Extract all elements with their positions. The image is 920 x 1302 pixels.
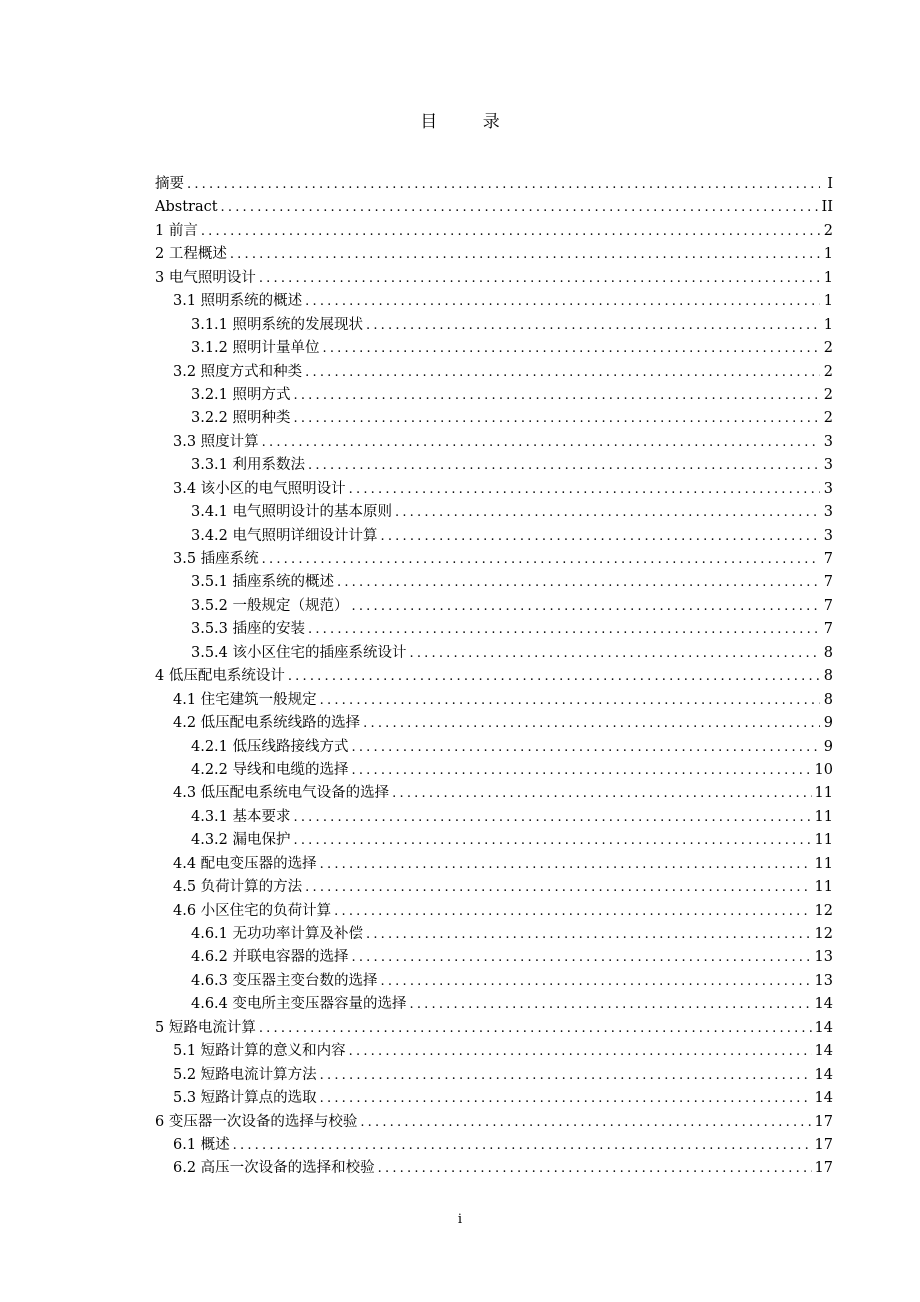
toc-entry[interactable] [155, 501, 833, 524]
toc-entry-label: 6 变压器一次设备的选择与校验 [155, 1113, 358, 1130]
toc-entry-page: 1 [823, 269, 833, 286]
toc-entry[interactable] [155, 571, 833, 594]
toc-entry[interactable] [155, 267, 833, 290]
toc-dot-leader [230, 243, 820, 266]
toc-entry-label: 3.1 照明系统的概述 [173, 293, 303, 310]
toc-entry[interactable] [155, 665, 833, 688]
toc-entry[interactable] [155, 478, 833, 501]
toc-entry[interactable] [155, 384, 833, 407]
toc-dot-leader [334, 900, 811, 923]
toc-entry-page: 3 [823, 504, 833, 521]
toc-entry-page: 1 [823, 246, 833, 263]
toc-entry-label: 4 低压配电系统设计 [155, 668, 285, 685]
toc-dot-leader [308, 454, 820, 477]
toc-entry-label: 4.2 低压配电系统线路的选择 [173, 715, 361, 732]
toc-entry-label: 4.2.1 低压线路接线方式 [191, 738, 349, 755]
toc-dot-leader [349, 1040, 812, 1063]
toc-dot-leader [320, 1064, 812, 1087]
toc-dot-leader [395, 501, 820, 524]
toc-entry-page: 2 [823, 340, 833, 357]
toc-entry[interactable] [155, 642, 833, 665]
toc-entry-label: 5 短路电流计算 [155, 1019, 256, 1036]
toc-entry-page: 8 [823, 644, 833, 661]
toc-entry[interactable] [155, 759, 833, 782]
toc-entry-label: 4.3.1 基本要求 [191, 808, 291, 825]
toc-entry[interactable] [155, 829, 833, 852]
toc-entry-page: 7 [823, 621, 833, 638]
toc-entry-label: 3.3 照度计算 [173, 433, 259, 450]
toc-dot-leader [294, 407, 820, 430]
toc-dot-leader [352, 736, 820, 759]
toc-entry[interactable] [155, 595, 833, 618]
page-title: 目 录 [420, 112, 520, 132]
toc-dot-leader [410, 993, 812, 1016]
toc-entry-label: 2 工程概述 [155, 246, 227, 263]
toc-entry-label: 3.2.1 照明方式 [191, 386, 291, 403]
toc-entry-label: 4.4 配电变压器的选择 [173, 855, 317, 872]
toc-entry-page: 13 [814, 972, 833, 989]
toc-entry[interactable] [155, 196, 833, 219]
toc-entry[interactable] [155, 243, 833, 266]
toc-entry-label: 3.3.1 利用系数法 [191, 457, 306, 474]
toc-entry-page: I [827, 176, 833, 192]
toc-dot-leader [366, 923, 812, 946]
toc-entry[interactable] [155, 993, 833, 1016]
toc-entry-page: 7 [823, 574, 833, 591]
toc-entry-label: 3.5.4 该小区住宅的插座系统设计 [191, 644, 407, 661]
toc-entry[interactable] [155, 407, 833, 430]
toc-dot-leader [259, 1017, 812, 1040]
toc-entry-label: 3.4 该小区的电气照明设计 [173, 480, 346, 497]
toc-entry[interactable] [155, 806, 833, 829]
toc-entry-page: 8 [823, 668, 833, 685]
toc-dot-leader [305, 361, 820, 384]
toc-entry[interactable] [155, 361, 833, 384]
toc-entry[interactable] [155, 876, 833, 899]
toc-entry[interactable] [155, 712, 833, 735]
toc-entry-page: 11 [814, 808, 833, 825]
toc-entry-label: 3.2.2 照明种类 [191, 410, 291, 427]
toc-dot-leader [305, 876, 811, 899]
toc-entry[interactable] [155, 314, 833, 337]
toc-entry-label: 3.4.1 电气照明设计的基本原则 [191, 504, 393, 521]
toc-dot-leader [378, 1157, 812, 1180]
toc-dot-leader [381, 970, 812, 993]
toc-entry-page: 9 [823, 715, 833, 732]
toc-entry-page: 2 [823, 363, 833, 380]
toc-entry[interactable] [155, 1040, 833, 1063]
toc-entry-label: 4.5 负荷计算的方法 [173, 879, 303, 896]
toc-entry[interactable] [155, 454, 833, 477]
toc-entry[interactable] [155, 431, 833, 454]
toc-dot-leader [259, 267, 820, 290]
toc-entry[interactable] [155, 290, 833, 313]
page-number-footer: i [457, 1212, 463, 1227]
toc-entry[interactable] [155, 337, 833, 360]
toc-entry-label: 4.3 低压配电系统电气设备的选择 [173, 785, 390, 802]
toc-entry-label: 摘要 [155, 176, 184, 192]
toc-entry-page: 12 [814, 926, 833, 942]
toc-entry-page: 9 [823, 738, 833, 755]
toc-entry-page: 14 [814, 1019, 833, 1036]
toc-entry-page: 14 [814, 996, 833, 1013]
toc-dot-leader [352, 759, 812, 782]
toc-dot-leader [305, 290, 820, 313]
toc-entry[interactable] [155, 946, 833, 969]
toc-entry-label: 3.5.1 插座系统的概述 [191, 574, 335, 591]
toc-entry[interactable] [155, 853, 833, 876]
toc-entry[interactable] [155, 1157, 833, 1180]
toc-entry-page: 7 [823, 551, 833, 567]
toc-dot-leader [360, 1111, 811, 1134]
toc-entry[interactable] [155, 1087, 833, 1110]
toc-dot-leader [262, 548, 820, 571]
toc-entry-label: 3 电气照明设计 [155, 269, 256, 286]
toc-entry-page: 2 [823, 410, 833, 427]
toc-entry-page: 12 [814, 902, 833, 919]
toc-entry[interactable] [155, 1064, 833, 1087]
toc-entry[interactable] [155, 689, 833, 712]
toc-dot-leader [294, 829, 812, 852]
toc-entry-label: 4.2.2 导线和电缆的选择 [191, 761, 349, 778]
toc-entry-label: 6.1 概述 [173, 1136, 230, 1153]
toc-entry[interactable] [155, 618, 833, 641]
toc-dot-leader [352, 595, 820, 618]
toc-entry-page: 14 [814, 1043, 833, 1060]
toc-dot-leader [349, 478, 820, 501]
toc-dot-leader [363, 712, 820, 735]
toc-entry-page: 2 [823, 222, 833, 239]
toc-entry-label: 3.1.1 照明系统的发展现状 [191, 316, 364, 333]
toc-entry-label: 4.3.2 漏电保护 [191, 832, 291, 849]
toc-entry-label: 1 前言 [155, 222, 198, 239]
toc-entry[interactable] [155, 1134, 833, 1157]
toc-dot-leader [294, 384, 820, 407]
toc-entry-page: 11 [814, 832, 833, 849]
toc-entry-label: 5.2 短路电流计算方法 [173, 1066, 317, 1083]
toc-entry[interactable] [155, 923, 833, 946]
toc-dot-leader [320, 853, 812, 876]
toc-entry-page: 17 [814, 1136, 833, 1153]
toc-entry-label: 3.5 插座系统 [173, 551, 259, 567]
toc-entry[interactable] [155, 970, 833, 993]
toc-entry-label: 3.4.2 电气照明详细设计计算 [191, 527, 378, 544]
toc-entry[interactable] [155, 220, 833, 243]
toc-entry-label: 3.5.3 插座的安装 [191, 621, 306, 638]
toc-entry-label: 3.5.2 一般规定（规范） [191, 597, 349, 614]
toc-dot-leader [187, 173, 820, 196]
toc-entry-page: 3 [823, 457, 833, 474]
toc-entry-page: 2 [823, 386, 833, 403]
toc-dot-leader [352, 946, 812, 969]
toc-entry-page: 10 [814, 761, 833, 778]
toc-entry-label: 4.1 住宅建筑一般规定 [173, 691, 317, 708]
toc-entry-label: 4.6.4 变电所主变压器容量的选择 [191, 996, 407, 1013]
toc-entry-page: 8 [823, 691, 833, 708]
toc-entry-label: 4.6 小区住宅的负荷计算 [173, 902, 332, 919]
toc-entry-page: 11 [814, 855, 833, 872]
toc-dot-leader [410, 642, 820, 665]
toc-entry-label: 4.6.2 并联电容器的选择 [191, 949, 349, 966]
toc-dot-leader [221, 196, 819, 219]
toc-dot-leader [308, 618, 820, 641]
toc-entry[interactable] [155, 736, 833, 759]
toc-entry[interactable] [155, 173, 833, 196]
toc-entry[interactable] [155, 900, 833, 923]
toc-entry-page: 17 [814, 1113, 833, 1130]
toc-entry-page: 3 [823, 480, 833, 497]
table-of-contents [155, 173, 833, 1181]
toc-entry-label: 3.1.2 照明计量单位 [191, 340, 320, 357]
toc-entry-page: 1 [823, 293, 833, 310]
toc-dot-leader [320, 1087, 812, 1110]
toc-entry-page: 11 [814, 879, 833, 896]
toc-entry-page: 13 [814, 949, 833, 966]
toc-entry[interactable] [155, 525, 833, 548]
toc-entry-label: 4.6.1 无功功率计算及补偿 [191, 926, 364, 942]
toc-dot-leader [288, 665, 820, 688]
toc-dot-leader [320, 689, 820, 712]
toc-dot-leader [381, 525, 820, 548]
toc-dot-leader [337, 571, 820, 594]
toc-entry-page: 7 [823, 597, 833, 614]
toc-entry[interactable] [155, 1017, 833, 1040]
toc-entry-page: 3 [823, 527, 833, 544]
toc-entry-label: 4.6.3 变压器主变台数的选择 [191, 972, 378, 989]
toc-entry[interactable] [155, 782, 833, 805]
toc-entry[interactable] [155, 548, 833, 571]
toc-entry-page: II [821, 199, 833, 216]
toc-dot-leader [233, 1134, 812, 1157]
toc-entry-page: 11 [814, 785, 833, 802]
toc-entry-label: 5.1 短路计算的意义和内容 [173, 1043, 346, 1060]
toc-dot-leader [323, 337, 820, 360]
toc-entry[interactable] [155, 1111, 833, 1134]
toc-entry-page: 1 [823, 316, 833, 333]
toc-dot-leader [392, 782, 811, 805]
toc-entry-label: 3.2 照度方式和种类 [173, 363, 303, 380]
toc-entry-label: 5.3 短路计算点的选取 [173, 1090, 317, 1107]
toc-entry-label: 6.2 高压一次设备的选择和校验 [173, 1160, 375, 1177]
toc-entry-page: 17 [814, 1160, 833, 1177]
toc-entry-page: 3 [823, 433, 833, 450]
toc-entry-label: Abstract [155, 199, 218, 216]
toc-dot-leader [366, 314, 820, 337]
toc-entry-page: 14 [814, 1066, 833, 1083]
toc-dot-leader [262, 431, 820, 454]
toc-dot-leader [294, 806, 812, 829]
toc-entry-page: 14 [814, 1090, 833, 1107]
toc-dot-leader [201, 220, 820, 243]
